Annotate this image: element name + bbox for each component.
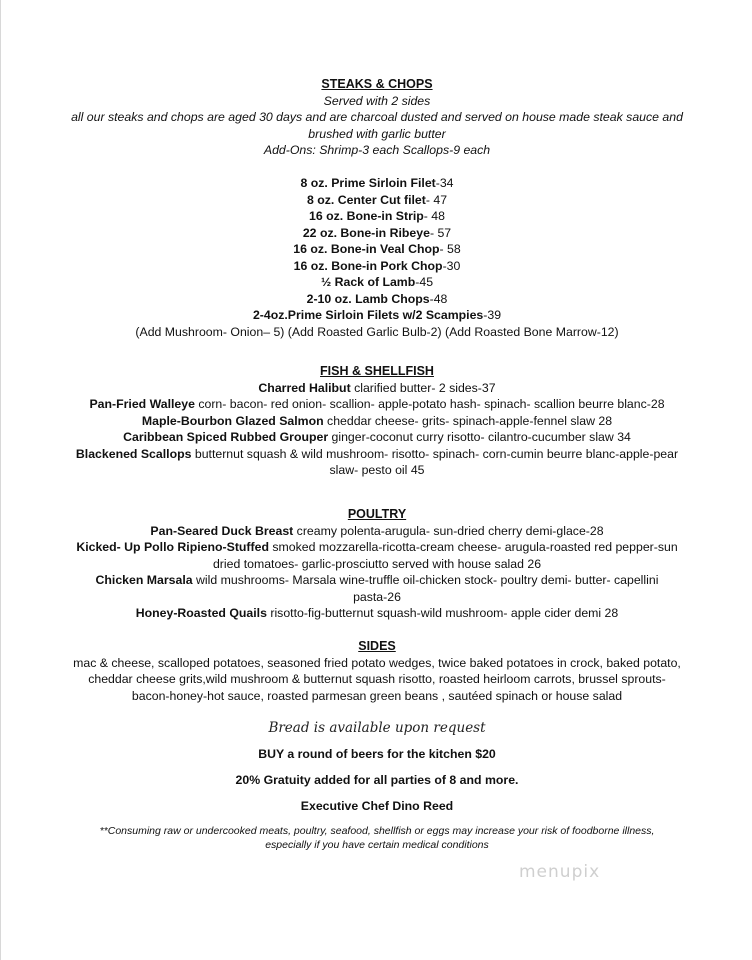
sides-line: cheddar cheese grits,wild mushroom & butternut squash risotto, roasted heirloom carrots, brussel sprouts- bbox=[88, 672, 666, 686]
steaks-description-line: brushed with garlic butter bbox=[308, 126, 446, 141]
steaks-section bbox=[1, 76, 752, 159]
menu-item bbox=[61, 396, 693, 413]
menu-item bbox=[1, 225, 752, 242]
chef-credit: Executive Chef Dino Reed bbox=[300, 799, 454, 813]
item-name: 8 oz. Center Cut filet bbox=[306, 192, 426, 207]
item-name: Chicken Marsala bbox=[95, 573, 193, 587]
item-price: -34 bbox=[435, 176, 454, 190]
item-name: 16 oz. Bone-in Pork Chop bbox=[293, 258, 443, 273]
menu-item bbox=[61, 380, 693, 397]
item-description: wild mushrooms- Marsala wine-truffle oil-chicken stock- poultry demi- butter- capellini bbox=[192, 573, 659, 587]
menu-item bbox=[61, 523, 693, 540]
item-name: Caribbean Spiced Rubbed Grouper bbox=[123, 430, 329, 444]
sides-section bbox=[1, 638, 752, 704]
item-name: Honey-Roasted Quails bbox=[135, 606, 267, 620]
menu-item bbox=[1, 258, 752, 275]
item-name: 22 oz. Bone-in Ribeye bbox=[302, 225, 430, 240]
section-heading-steaks: STEAKS & CHOPS bbox=[321, 77, 433, 91]
steaks-description-line: all our steaks and chops are aged 30 days and are charcoal dusted and served on house made steak sauce and bbox=[71, 110, 683, 124]
gratuity-note: 20% Gratuity added for all parties of 8 and more. bbox=[235, 773, 519, 787]
item-name: Charred Halibut bbox=[258, 380, 351, 395]
menu-item bbox=[1, 241, 752, 258]
menu-item bbox=[1, 175, 752, 192]
item-description: ginger-coconut curry risotto- cilantro-cucumber slaw 34 bbox=[328, 430, 631, 444]
item-description: butternut squash & wild mushroom- risotto- spinach- corn-cumin beurre blanc-apple-pear bbox=[191, 446, 679, 461]
menu-item bbox=[61, 605, 693, 622]
poultry-section bbox=[1, 506, 752, 622]
item-price: -30 bbox=[442, 258, 461, 273]
watermark-logo: menupix bbox=[519, 862, 601, 882]
sides-line: bacon-honey-hot sauce, roasted parmesan green beans , sautéed spinach or house salad bbox=[131, 688, 623, 703]
item-price: - 48 bbox=[423, 209, 445, 223]
item-name: Maple-Bourbon Glazed Salmon bbox=[141, 413, 324, 428]
item-price: - 57 bbox=[429, 225, 452, 240]
sides-line: mac & cheese, scalloped potatoes, seasoned fried potato wedges, twice baked potatoes in crock, baked potato, bbox=[73, 655, 681, 670]
item-price: - 58 bbox=[439, 242, 461, 256]
disclaimer-line: **Consuming raw or undercooked meats, poultry, seafood, shellfish or eggs may increase your risk of foodborne illness, bbox=[99, 825, 655, 837]
item-name: 2-4oz.Prime Sirloin Filets w/2 Scampies bbox=[252, 308, 484, 322]
item-price: -39 bbox=[483, 308, 502, 322]
item-name: Pan-Seared Duck Breast bbox=[150, 523, 294, 538]
section-heading-fish: FISH & SHELLFISH bbox=[320, 364, 434, 378]
menu-item bbox=[1, 307, 752, 324]
disclaimer bbox=[1, 824, 752, 852]
steaks-items bbox=[1, 175, 752, 340]
item-name: ½ Rack of Lamb bbox=[320, 275, 416, 289]
item-description: risotto-fig-butternut squash-wild mushroom- apple cider demi 28 bbox=[266, 606, 619, 620]
item-name: 2-10 oz. Lamb Chops bbox=[306, 291, 430, 306]
menu-item bbox=[61, 446, 693, 463]
steaks-extras: (Add Mushroom- Onion– 5) (Add Roasted Garlic Bulb-2) (Add Roasted Bone Marrow-12) bbox=[135, 324, 619, 339]
disclaimer-line: especially if you have certain medical conditions bbox=[265, 839, 489, 851]
section-heading-poultry: POULTRY bbox=[347, 507, 407, 521]
item-name: 8 oz. Prime Sirloin Filet bbox=[300, 176, 436, 190]
item-description: cheddar cheese- grits- spinach-apple-fennel slaw 28 bbox=[323, 413, 613, 428]
item-description-continued: slaw- pesto oil 45 bbox=[329, 463, 425, 477]
beers-note: BUY a round of beers for the kitchen $20 bbox=[258, 747, 496, 761]
fish-section bbox=[1, 363, 752, 479]
menu-item bbox=[61, 539, 693, 556]
menu-item bbox=[1, 291, 752, 308]
steaks-addons: Add-Ons: Shrimp-3 each Scallops-9 each bbox=[263, 143, 491, 157]
item-price: -45 bbox=[415, 275, 434, 289]
menu-item bbox=[61, 413, 693, 430]
item-name: Blackened Scallops bbox=[75, 446, 192, 461]
item-description-continued: dried tomatoes- garlic-prosciutto served with house salad 26 bbox=[212, 556, 542, 571]
item-name: Pan-Fried Walleye bbox=[89, 397, 195, 411]
item-name: Kicked- Up Pollo Ripieno-Stuffed bbox=[76, 540, 269, 554]
bread-note: Bread is available upon request bbox=[268, 720, 486, 736]
item-description-continued: pasta-26 bbox=[353, 589, 401, 604]
item-description: creamy polenta-arugula- sun-dried cherry demi-glace-28 bbox=[293, 523, 604, 538]
menu-item bbox=[1, 208, 752, 225]
menu-item bbox=[1, 274, 752, 291]
item-name: 16 oz. Bone-in Strip bbox=[309, 209, 424, 223]
item-description: clarified butter- 2 sides-37 bbox=[350, 380, 496, 395]
section-heading-sides: SIDES bbox=[358, 639, 396, 653]
item-description: corn- bacon- red onion- scallion- apple-potato hash- spinach- scallion beurre blanc-28 bbox=[194, 397, 665, 411]
item-description: smoked mozzarella-ricotta-cream cheese- arugula-roasted red pepper-sun bbox=[268, 540, 678, 554]
menu-item bbox=[61, 572, 693, 589]
item-name: 16 oz. Bone-in Veal Chop bbox=[293, 242, 440, 256]
menu-item bbox=[1, 192, 752, 209]
item-price: - 47 bbox=[425, 192, 448, 207]
steaks-subtitle: Served with 2 sides bbox=[323, 93, 431, 108]
item-price: -48 bbox=[429, 291, 448, 306]
menu-item bbox=[61, 429, 693, 446]
